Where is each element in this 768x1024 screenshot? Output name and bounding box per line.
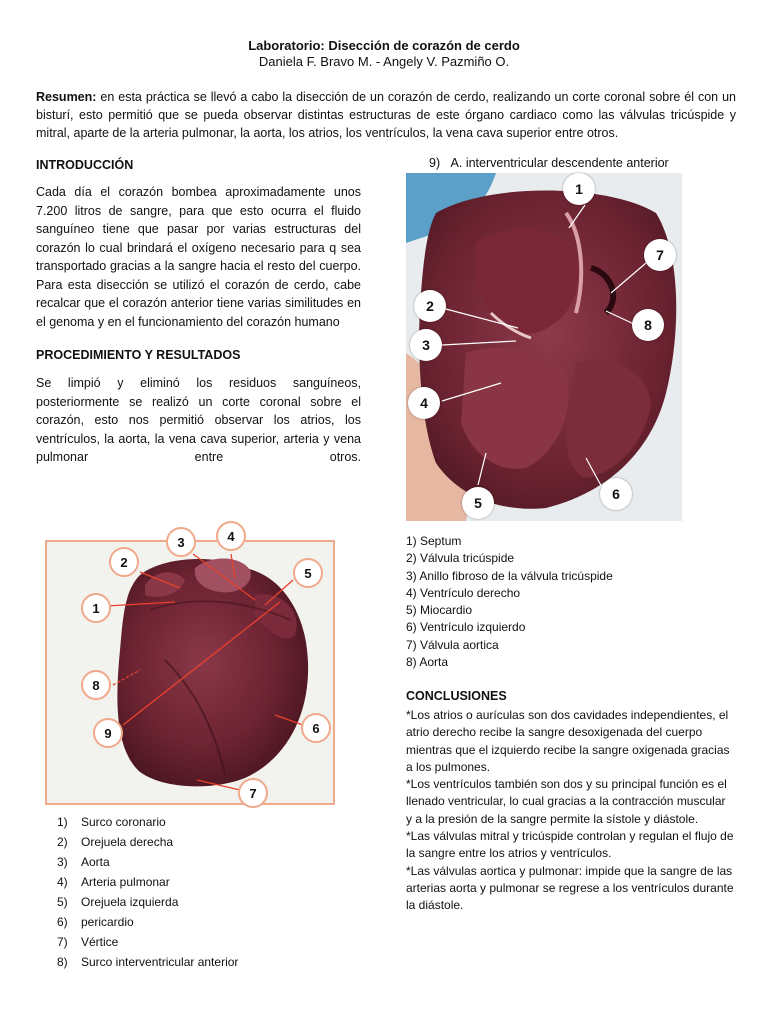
intro-heading: INTRODUCCIÓN: [36, 158, 134, 172]
list-item: 6) Ventrículo izquierdo: [406, 620, 526, 635]
fig1-marker-8: 8: [81, 670, 111, 700]
fig2-marker-1: 1: [563, 173, 595, 205]
conclusion-item: *Las válvulas mitral y tricúspide controlan y regulan el flujo de la sangre entre los atrios y ventrículos.: [406, 829, 734, 861]
fig2-marker-6: 6: [600, 478, 632, 510]
fig1-marker-4: 4: [216, 521, 246, 551]
paper-authors: Daniela F. Bravo M. - Angely V. Pazmiño O.: [258, 54, 510, 69]
fig1-marker-7: 7: [238, 778, 268, 808]
list-item: 4) Ventrículo derecho: [406, 585, 521, 600]
list-item: 7) Válvula aortica: [406, 637, 499, 652]
list-item: 2) Válvula tricúspide: [406, 551, 515, 566]
list-item: 3) Aorta: [57, 855, 110, 869]
fig2-marker-5: 5: [462, 487, 494, 519]
list-item: 7) Vértice: [57, 935, 119, 949]
list-item: 5) Miocardio: [406, 603, 473, 618]
paper-title: Laboratorio: Disección de corazón de cerdo: [248, 38, 520, 53]
fig2-marker-2: 2: [414, 290, 446, 322]
list-item: 6) pericardio: [57, 915, 134, 929]
heart-dissection-illustration: [406, 173, 682, 521]
fig1-marker-3: 3: [166, 527, 196, 557]
fig1-legend: [57, 812, 238, 972]
list-item: 5) Orejuela izquierda: [57, 895, 179, 909]
abstract: [36, 88, 736, 142]
procedure-text: Se limpió y eliminó los residuos sanguíneos, posteriormente se realizó un corte coronal sobre el corazón, esto nos permitió observar los atrios, los ventrículos, la aorta, la vena cava superior, arteria y vena pulmonar entre otros.: [36, 376, 361, 464]
conclusions-body: [406, 707, 734, 915]
heart-dissection-photo: [406, 173, 682, 521]
fig2-marker-4: 4: [408, 387, 440, 419]
list-item: 2) Orejuela derecha: [57, 835, 174, 849]
procedure-heading: PROCEDIMIENTO Y RESULTADOS: [36, 348, 241, 362]
intro-text: Cada día el corazón bombea aproximadamente unos 7.200 litros de sangre, para que esto ocurra el fluido sanguíneo tiene que pasar por varias estructuras del corazón lo cual brindará el oxígeno necesario para q sea transportado gracias a la sangre hacia el resto del cuerpo. Para esta disección se utilizó el corazón de cerdo, cabe recalcar que el corazón anterior tiene varias similitudes en el genoma y en el funcionamiento del corazón humano: [36, 185, 361, 329]
fig1-marker-2: 2: [109, 547, 139, 577]
fig2-marker-8: 8: [632, 309, 664, 341]
list-item: 4) Arteria pulmonar: [57, 875, 170, 889]
conclusion-item: *Los ventrículos también son dos y su principal función es el llenado ventricular, lo cual gracias a la contracción muscular y a la presión de la sangre permite la sístole y diástole.: [406, 777, 727, 826]
conclusion-item: *Los atrios o aurículas son dos cavidades independientes, el atrio derecho recibe la sangre desoxigenada del cuerpo mientras que el izquierdo recibe la sangre oxigenada gracias a los pulmones.: [406, 708, 730, 774]
fig2-marker-7: 7: [644, 239, 676, 271]
abstract-label: Resumen:: [36, 90, 97, 104]
abstract-text: en esta práctica se llevó a cabo la disección de un corazón de cerdo, realizando un corte coronal sobre él con un bisturí, esto permitió que se pueda observar distintas estructuras de este órgano cardiaco como las válvulas tricúspide y mitral, aparte de la arteria pulmonar, la aorta, los atrios, los ventrículos, la vena cava superior entre otros.: [36, 90, 736, 140]
list-item: 1) Septum: [406, 534, 462, 548]
fig1-marker-6: 6: [301, 713, 331, 743]
fig1-marker-5: 5: [293, 558, 323, 588]
fig1-marker-1: 1: [81, 593, 111, 623]
heart-external-photo: [45, 528, 335, 805]
list-item: 8) Aorta: [406, 655, 449, 670]
fig2-marker-3: 3: [410, 329, 442, 361]
fig2-caption: 9) A. interventricular descendente anterior: [429, 156, 669, 170]
conclusions-heading: CONCLUSIONES: [406, 689, 507, 703]
conclusion-item: *Las válvulas aortica y pulmonar: impide que la sangre de las arterias aorta y pulmonar se regrese a los ventrículos durante la diástole.: [406, 863, 734, 913]
fig2-legend: [406, 533, 613, 671]
list-item: 1) Surco coronario: [57, 815, 166, 829]
fig1-marker-9: 9: [93, 718, 123, 748]
list-item: 8) Surco interventricular anterior: [57, 955, 239, 969]
list-item: 3) Anillo fibroso de la válvula tricúspide: [406, 568, 613, 583]
